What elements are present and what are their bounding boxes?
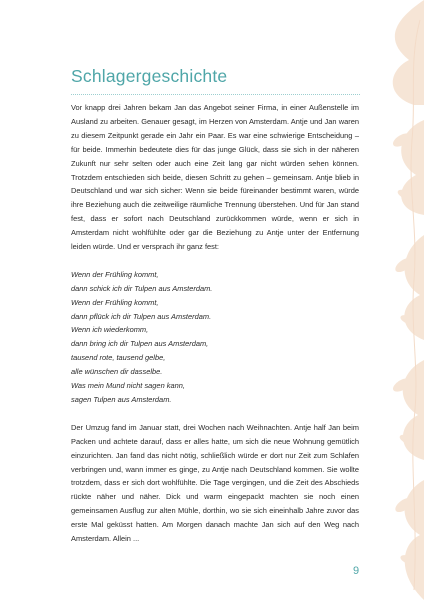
- title-divider: [71, 94, 360, 95]
- floral-ornament: [354, 0, 424, 600]
- verse-line: Wenn der Frühling kommt,: [71, 269, 159, 279]
- verse-line: alle wünschen dir dasselbe.: [71, 367, 163, 377]
- body-text: [71, 101, 359, 546]
- verse-line: dann bring ich dir Tulpen aus Amsterdam,: [71, 339, 209, 349]
- spacer: [71, 407, 359, 421]
- verse-line: sagen Tulpen aus Amsterdam.: [71, 395, 172, 405]
- paragraph-move: Der Umzug fand im Januar statt, drei Wochen nach Weihnachten. Antje half Jan beim Packen und achtete darauf, dass er alles hatte, um sich die neue Wohnung gemütlich einzurichten. Jan fand das nicht nötig, schließlich würde er dort nur Zeit zum Schlafen verbringen und, wann immer es ginge, zu Antje nach Deutschland kommen. Sie wollte trotzdem, dass er sich dort wohlfühlte. Die Tage vergingen, und die Zeit des Abschieds rückte näher und näher. Dick und warm eingepackt machten sie noch einen gemeinsamen Ausflug zur alten Mühle, dorthin, wo sie sich eineinhalb Jahre zuvor das erste Mal geküsst hatten. Am Morgen danach machte Jan sich auf den Weg nach Amsterdam. Allein ...: [71, 422, 359, 544]
- chapter-title: Schlagergeschichte: [71, 66, 228, 86]
- verse-line: Wenn ich wiederkomm,: [71, 325, 149, 335]
- spacer: [71, 254, 359, 268]
- paragraph-intro: Vor knapp drei Jahren bekam Jan das Angebot seiner Firma, in einer Außenstelle im Ausland zu arbeiten. Genauer gesagt, im Herzen von Amsterdam. Antje und Jan waren zu diesem Zeitpunkt gerade ein Jahr ein Paar. Es war eine schwierige Entscheidung – für beide. Immerhin bedeutete dies für das junge Glück, dass sie sich in der näheren Zukunft nur sehr selten oder auch eine Zeit lang gar nicht würden sehen können. Trotzdem entschieden sich beide, diesen Schritt zu gehen – gemeinsam. Antje blieb in Deutschland und war sich sicher: Wenn sie beide füreinander bestimmt waren, würde ihre Beziehung auch die zeitweilige räumliche Trennung überstehen. Und für Jan stand fest, dass er sofort nach Deutschland zurückkommen würde, wenn er sich in Amsterdam nicht wohlfühlte oder gar die Beziehung zu Antje unter der Entfernung leiden würde. Und er versprach ihr ganz fest:: [71, 103, 359, 252]
- verse-line: dann pflück ich dir Tulpen aus Amsterdam.: [71, 311, 212, 321]
- verse-line: Wenn der Frühling kommt,: [71, 297, 159, 307]
- verse-line: dann schick ich dir Tulpen aus Amsterdam.: [71, 283, 213, 293]
- verse-line: Was mein Mund nicht sagen kann,: [71, 381, 185, 391]
- verse-line: tausend rote, tausend gelbe,: [71, 353, 166, 363]
- page-number: 9: [353, 565, 360, 577]
- song-verse: [71, 268, 359, 407]
